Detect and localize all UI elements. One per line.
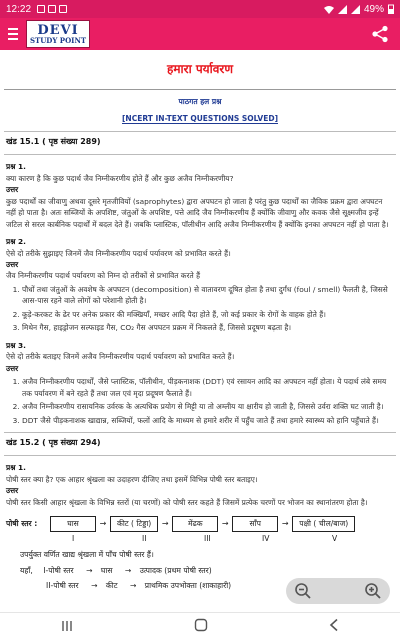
zoom-out-icon[interactable] — [294, 582, 312, 600]
page-subtitle: पाठगत हल प्रश्न — [178, 96, 222, 106]
chain-box: घास — [50, 516, 96, 532]
signal-icon — [351, 5, 360, 14]
arrow-right-icon: → — [161, 519, 169, 529]
section-heading: खंड 15.2 ( पृष्ठ संख्या 294) — [6, 438, 101, 448]
question-text: पोषी स्तर क्या है? एक आहार श्रृंखला का उदाहरण दीजिए तथा इसमें विभिन्न पोषी स्तर बताइए। — [6, 474, 258, 484]
chain-box: साँप — [232, 516, 278, 532]
trophic-levels — [50, 533, 394, 545]
image-icon — [48, 5, 56, 13]
page-title: हमारा पर्यावरण — [167, 62, 233, 76]
app-bar — [0, 18, 400, 50]
share-icon[interactable] — [368, 22, 392, 46]
where-row: II-पोषी स्तर → कीट → प्राथमिक उपभोक्ता (शाकाहारी) — [46, 581, 232, 591]
list-item: 3. DDT जैसे पीड़कनाशक खाद्यान्न, सब्जियों, फलों आदि के माध्यम से हमारे शरीर में पहुँच जाते हैं तथा हमारे स्वास्थ्य को हानि पहुँचाते हैं। — [22, 415, 394, 426]
answer-label: उत्तर — [6, 259, 19, 269]
divider — [4, 432, 396, 433]
role: प्राथमिक उपभोक्ता (शाकाहारी) — [144, 581, 232, 591]
navigation-bar — [0, 612, 400, 640]
page-subtitle-english: [NCERT IN-TEXT QUESTIONS SOLVED] — [122, 114, 278, 124]
back-icon[interactable] — [328, 617, 340, 636]
food-chain — [6, 516, 394, 532]
organism: कीट — [105, 581, 118, 591]
battery-icon — [388, 4, 394, 14]
zoom-in-icon[interactable] — [364, 582, 382, 600]
level-label: I — [72, 534, 75, 544]
list-item: 1. अजैव निम्नीकरणीय पदार्थों, जैसे प्लास्टिक, पॉलीथीन, पीड़कनाशक (DDT) एवं रसायन आदि का अपघटन नहीं होता। ये पदार्थ लंबे समय तक पर्यावरण में बने रहते हैं तथा जल एवं मृदा प्रदूषण फैलाते हैं। — [22, 376, 394, 399]
answer-text: पोषी स्तर किसी आहार श्रृंखला के विभिन्न स्तरों (या चरणों) को पोषी स्तर कहते हैं जिसमें प्रत्येक चरणों पर भोजन का स्थानांतरण होता है। — [6, 497, 368, 507]
level-name: II-पोषी स्तर — [46, 581, 79, 591]
logo-subtext: STUDY POINT — [29, 36, 87, 45]
image-icon — [37, 5, 45, 13]
logo-text: DEVI — [37, 23, 79, 38]
divider — [4, 89, 396, 90]
app-logo — [26, 20, 90, 48]
question-label: प्रश्न 1. — [6, 463, 26, 473]
organism: घास — [100, 565, 113, 575]
answer-text: कुछ पदार्थों का जीवाणु अथवा दूसरे मृतजीवियों (saprophytes) द्वारा अपघटन हो जाता है परंतु कुछ पदार्थों का जैविक प्रक्रम द्वारा अपघटन नहीं हो पाता है। अतः सब्जियों के अपशिष्ट, जंतुओं के अपशिष्ट, पत्ते आदि जैव निम्नीकरणीय हैं क्योंकि जीवाणु और कवक जैसे सूक्ष्मजीव इन्हें जटिल से सरल कार्बनिक पदार्थों में बदल देते हैं। जबकि प्लास्टिक, पॉलीथीन आदि अजैव निम्नीकरणीय हैं क्योंकि इनका अपघटन नहीं हो पाता है। — [6, 196, 389, 229]
chain-note: उपर्युक्त वर्णित खाद्य श्रृंखला में पाँच पोषी स्तर हैं। — [20, 549, 154, 559]
signal-icon — [338, 5, 347, 14]
level-label: II — [142, 534, 147, 544]
divider — [4, 131, 396, 132]
status-right — [324, 4, 394, 15]
photo-icon — [59, 5, 67, 13]
where-row: यहाँ, I-पोषी स्तर → घास → उत्पादक (प्रथम पोषी स्तर) — [20, 565, 212, 575]
arrow-right-icon: → — [99, 519, 107, 529]
question-label: प्रश्न 2. — [6, 237, 26, 247]
role: उत्पादक (प्रथम पोषी स्तर) — [139, 565, 212, 575]
answer-list — [22, 376, 394, 426]
menu-icon[interactable] — [2, 18, 24, 50]
list-item: 1. पौधों तथा जंतुओं के अवशेष के अपघटन (decomposition) से वातावरण दूषित होता है तथा दुर्गंध (foul / smell) फैलती है, जिससे आस-पास रहने वाले लोगों को परेशानी होती है। — [22, 284, 394, 307]
list-item: 2. अजैव निम्नीकरणीय रासायनिक उर्वरक के अत्यधिक प्रयोग से मिट्टी या तो अम्लीय या क्षारीय हो जाती है, जिससे उर्वरा शक्ति घट जाती है। — [22, 401, 394, 412]
question-text: क्या कारण है कि कुछ पदार्थ जैव निम्नीकरणीय होते हैं और कुछ अजैव निम्नीकरणीय? — [6, 173, 234, 183]
home-icon[interactable] — [194, 617, 208, 636]
answer-list — [22, 284, 394, 334]
section-heading: खंड 15.1 ( पृष्ठ संख्या 289) — [6, 136, 101, 146]
document-view[interactable] — [0, 50, 400, 612]
status-bar — [0, 0, 400, 18]
notification-icons — [37, 5, 67, 13]
list-item: 2. कूड़े-करकट के ढेर पर अनेक प्रकार की मक्खियाँ, मच्छर आदि पैदा होते हैं, जो कई प्रकार के रोगों के वाहक होते हैं। — [22, 309, 394, 320]
battery-text: 49% — [363, 3, 384, 15]
question-label: प्रश्न 3. — [6, 340, 26, 350]
question-text: ऐसे दो तरीके बताइए जिनमें अजैव निम्नीकरणीय पदार्थ पर्यावरण को प्रभावित करते हैं। — [6, 352, 235, 362]
answer-label: उत्तर — [6, 363, 19, 373]
level-name: I-पोषी स्तर — [43, 565, 74, 575]
question-label: प्रश्न 1. — [6, 162, 26, 172]
where-label: यहाँ, — [20, 565, 33, 575]
level-label: V — [332, 534, 338, 544]
arrow-right-icon: → — [281, 519, 289, 529]
zoom-control — [286, 578, 390, 604]
divider — [4, 154, 396, 155]
chain-box: कीट ( टिड्डा) — [110, 516, 158, 532]
answer-label: उत्तर — [6, 185, 19, 195]
wifi-icon — [324, 5, 334, 14]
recent-apps-icon[interactable] — [60, 617, 74, 636]
divider — [4, 455, 396, 456]
question-text: ऐसे दो तरीके सुझाइए जिनमें जैव निम्नीकरणीय पदार्थ पर्यावरण को प्रभावित करते हैं। — [6, 248, 231, 258]
chain-caption: पोषी स्तर : — [6, 519, 38, 529]
level-label: III — [204, 534, 211, 544]
answer-intro: जैव निम्नीकरणीय पदार्थ पर्यावरण को निम्न दो तरीकों से प्रभावित करते हैं — [6, 271, 200, 281]
level-label: IV — [262, 534, 270, 544]
chain-box: मेंढक — [172, 516, 218, 532]
list-item: 3. मिथेन गैस, हाइड्रोजन सल्फाइड गैस, CO₂ गैस अपघटन प्रक्रम में निकलते हैं, जिससे प्रदूषण बढ़ता है। — [22, 322, 394, 333]
answer-label: उत्तर — [6, 486, 19, 496]
chain-box: पक्षी ( चील/बाज) — [292, 516, 355, 532]
status-time: 12:22 — [6, 3, 32, 15]
arrow-right-icon: → — [221, 519, 229, 529]
